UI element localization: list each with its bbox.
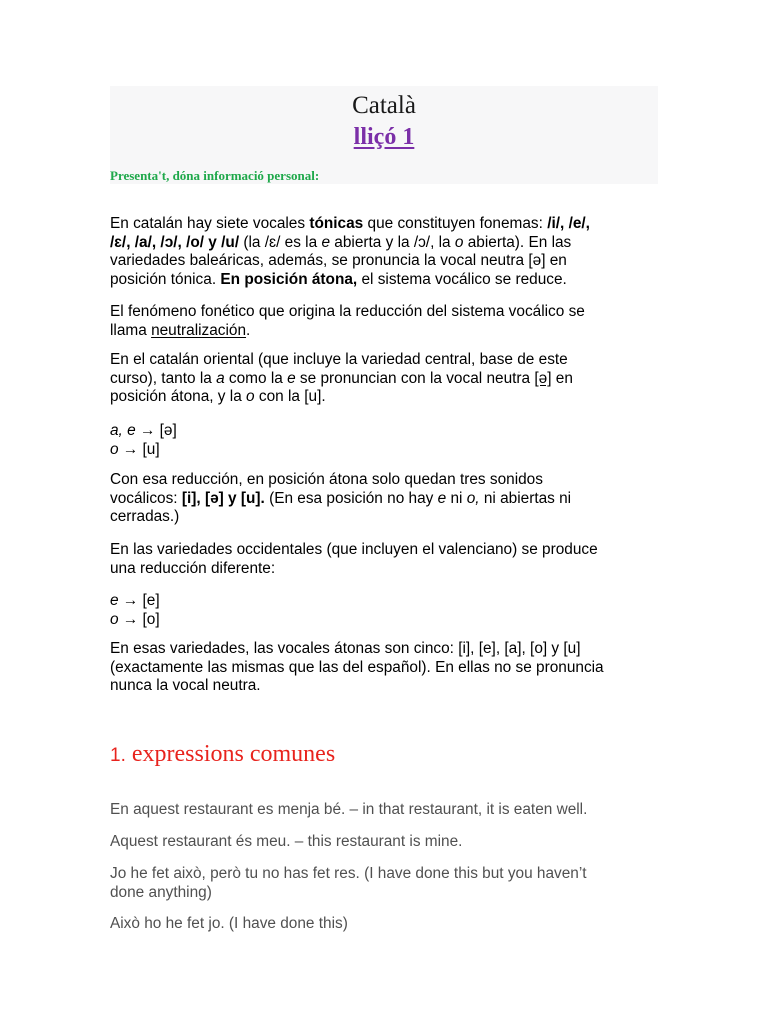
text: ni xyxy=(446,489,467,507)
bold-text: En posición átona, xyxy=(220,270,358,288)
section-number: 1. xyxy=(110,745,126,766)
text: (exactamente las mismas que las del español). En ellas no se pronuncia xyxy=(110,658,604,676)
text: → [u] xyxy=(118,440,160,458)
rule-list-occidental xyxy=(110,592,160,629)
text: El fenómeno fonético que origina la reducción del sistema vocálico se xyxy=(110,303,585,320)
text: variedades baleáricas, además, se pronuncia la vocal neutra [ə] en xyxy=(110,252,567,269)
text: En catalán hay siete vocales xyxy=(110,215,310,232)
bold-text: tónicas xyxy=(309,215,364,232)
text: abierta). En las xyxy=(463,233,572,251)
paragraph-neutralization xyxy=(110,303,585,340)
text: En el catalán oriental (que incluye la variedad central, base de este xyxy=(110,351,568,368)
text: → [o] xyxy=(118,610,160,628)
text: que constituyen fonemas: xyxy=(363,215,548,232)
text: (la /ɛ/ es la xyxy=(239,233,322,251)
underlined-term: neutralización xyxy=(151,321,247,339)
text: done anything) xyxy=(110,883,212,901)
italic-text: o xyxy=(110,440,119,458)
text: En esas variedades, las vocales átonas son cinco: [i], [e], [a], [o] y [u] xyxy=(110,640,581,657)
paragraph-five-vowels xyxy=(110,640,604,696)
section-heading xyxy=(110,741,335,768)
bold-text: [i], [ə] y [u]. xyxy=(181,489,265,507)
italic-text: o xyxy=(110,610,119,628)
text: llama xyxy=(110,321,152,339)
text: el sistema vocálico se reduce. xyxy=(357,270,567,288)
text: como la xyxy=(224,369,288,387)
italic-text: e xyxy=(110,592,119,609)
text: cerradas.) xyxy=(110,508,180,525)
document-title: Català xyxy=(352,92,416,119)
section-title: expressions comunes xyxy=(131,741,336,767)
text: . xyxy=(246,321,251,339)
text: → [e] xyxy=(118,592,160,609)
text: una reducción diferente: xyxy=(110,559,276,577)
italic-text: o, xyxy=(466,489,480,507)
text: en xyxy=(551,369,573,387)
italic-text: e xyxy=(321,233,330,251)
italic-text: a, e xyxy=(110,422,136,439)
italic-text: o xyxy=(454,233,464,251)
text: se pronuncian con la vocal neutra xyxy=(295,369,535,387)
bold-text: /ɛ/, /a/, /ɔ/, /o/ y /u/ xyxy=(110,233,240,251)
text: Con esa reducción, en posición átona solo quedan tres sonidos xyxy=(110,471,543,488)
rule-list-oriental xyxy=(110,422,177,459)
text: abierta y la /ɔ/, la xyxy=(330,233,455,251)
text: vocálicos: xyxy=(110,489,182,507)
paragraph-oriental xyxy=(110,351,573,407)
text: → [ə] xyxy=(135,422,177,439)
text: curso), tanto la xyxy=(110,369,217,387)
text: Jo he fet això, però tu no has fet res. (I have done this but you haven’t xyxy=(110,865,587,882)
text: con la [u]. xyxy=(254,388,326,405)
paragraph-reduction xyxy=(110,471,571,527)
underlined-term: [ə] xyxy=(534,369,552,387)
text: nunca la vocal neutra. xyxy=(110,677,261,694)
example-sentence: En aquest restaurant es menja bé. – in that restaurant, it is eaten well. xyxy=(110,801,588,818)
lesson-link[interactable]: lliçó 1 xyxy=(353,124,415,150)
text: ni abiertas ni xyxy=(479,489,572,507)
italic-text: e xyxy=(437,489,447,507)
lesson-prompt: Presenta't, dóna informació personal: xyxy=(110,168,320,183)
text: En las variedades occidentales (que incluyen el valenciano) se produce xyxy=(110,541,598,558)
paragraph-occidental xyxy=(110,541,598,578)
example-sentence: Això ho he fet jo. (I have done this) xyxy=(110,915,348,932)
paragraph-vowels xyxy=(110,215,590,289)
example-sentence xyxy=(110,865,587,902)
italic-text: o xyxy=(246,388,255,405)
italic-text: a xyxy=(216,369,225,387)
bold-text: /i/, /e/, xyxy=(547,215,590,232)
text: posición tónica. xyxy=(110,270,221,288)
text: (En esa posición no hay xyxy=(264,489,438,507)
italic-text: e xyxy=(287,369,296,387)
text: posición átona, y la xyxy=(110,388,247,405)
example-sentence: Aquest restaurant és meu. – this restaurant is mine. xyxy=(110,833,463,850)
title-block xyxy=(110,86,658,184)
